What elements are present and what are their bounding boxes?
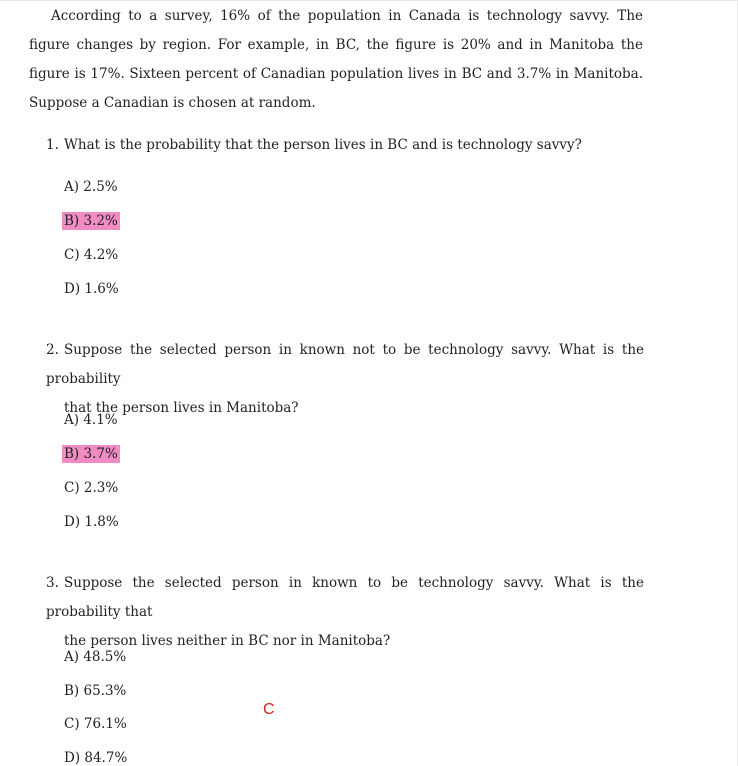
question-2-text-line1: Suppose the selected person in known not to be technology savvy. What is the probability	[46, 342, 644, 387]
handwritten-answer-annotation: C	[263, 701, 275, 718]
question-2	[46, 336, 644, 423]
question-1-number: 1.	[46, 137, 59, 153]
page-top-border	[0, 0, 738, 1]
intro-paragraph: According to a survey, 16% of the population in Canada is technology savvy. The figure changes by region. For example, in BC, the figure is 20% and in Manitoba the figure is 17%. Sixteen percent of Canadian population lives in BC and 3.7% in Manitoba. Suppose a Canadian is chosen at random.	[29, 8, 643, 111]
question-1-option-b[interactable]: B) 3.2%	[64, 213, 118, 229]
question-3-option-b[interactable]: B) 65.3%	[64, 683, 127, 699]
question-1-option-c[interactable]: C) 4.2%	[64, 247, 119, 263]
question-3-text-line2: the person lives neither in BC nor in Manitoba?	[64, 633, 391, 649]
question-2-option-a[interactable]: A) 4.1%	[64, 412, 118, 428]
question-3-option-c[interactable]: C) 76.1%	[64, 716, 127, 732]
question-3	[46, 569, 644, 656]
question-2-text-line2: that the person lives in Manitoba?	[64, 400, 299, 416]
question-1-text: What is the probability that the person lives in BC and is technology savvy?	[64, 137, 582, 153]
question-3-option-d[interactable]: D) 84.7%	[64, 750, 128, 766]
question-3-number: 3.	[46, 575, 59, 591]
question-1-option-a[interactable]: A) 2.5%	[64, 179, 118, 195]
question-3-option-a[interactable]: A) 48.5%	[64, 649, 127, 665]
question-1	[46, 131, 644, 160]
question-2-option-c[interactable]: C) 2.3%	[64, 480, 119, 496]
question-1-option-d[interactable]: D) 1.6%	[64, 281, 119, 297]
question-3-text-line1: Suppose the selected person in known to be technology savvy. What is the probability that	[46, 575, 644, 620]
question-2-option-d[interactable]: D) 1.8%	[64, 514, 119, 530]
question-2-option-b[interactable]: B) 3.7%	[64, 446, 118, 462]
question-2-number: 2.	[46, 342, 59, 358]
